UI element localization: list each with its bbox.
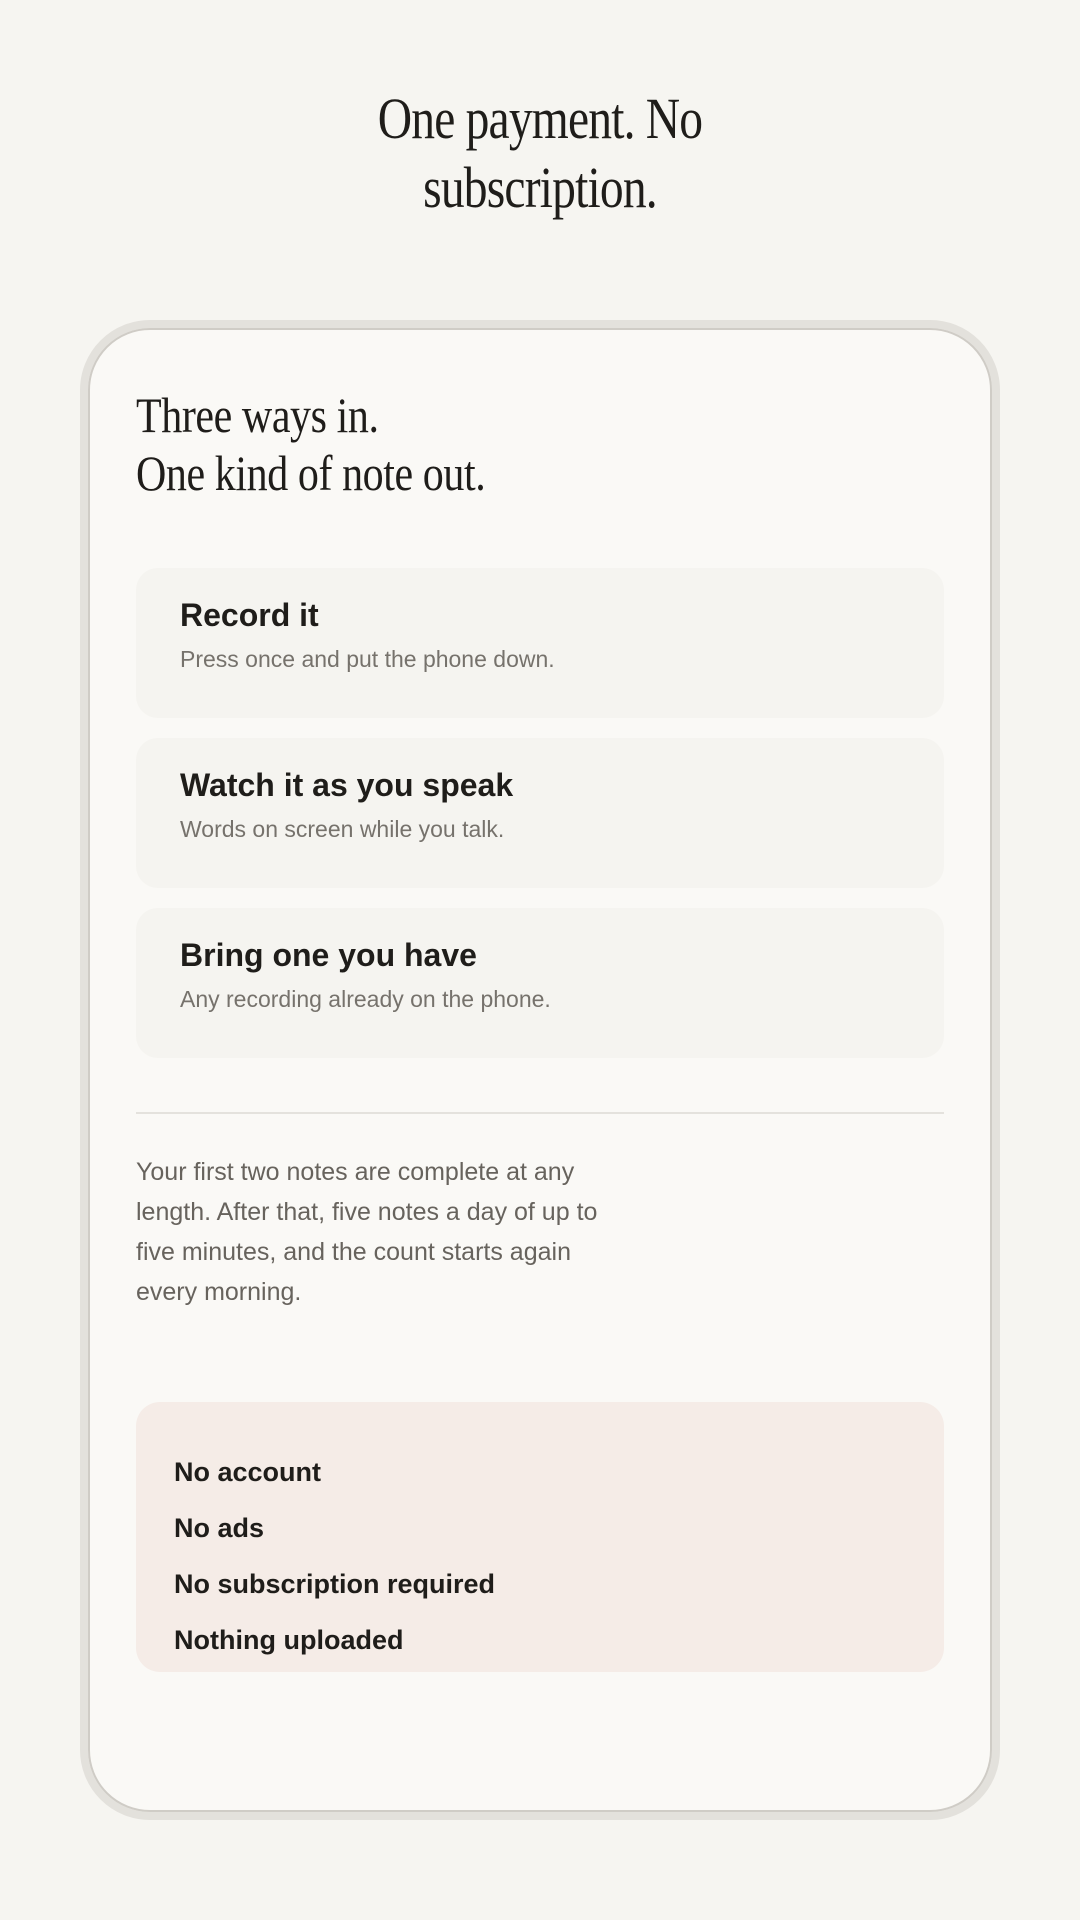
- option-description: Press once and put the phone down.: [180, 646, 555, 672]
- option-description: Words on screen while you talk.: [180, 816, 505, 842]
- headline-line-2: subscription.: [423, 155, 657, 220]
- perk-nothing-uploaded: Nothing uploaded: [174, 1625, 404, 1655]
- phone-screen: [88, 328, 992, 1812]
- card-title-line-1: Three ways in.: [136, 387, 379, 443]
- headline: [376, 84, 704, 222]
- perks-box: [136, 1402, 944, 1672]
- card-title: [136, 386, 485, 502]
- phone-frame: [80, 320, 1000, 1820]
- free-tier-info: Your first two notes are complete at any length. After that, five notes a day of up to five minutes, and the count starts again every morning.: [136, 1158, 598, 1306]
- headline-line-1: One payment. No: [377, 86, 703, 151]
- perk-no-subscription: No subscription required: [174, 1569, 496, 1599]
- perk-no-ads: No ads: [174, 1513, 265, 1543]
- perk-no-account: No account: [174, 1457, 322, 1487]
- option-record[interactable]: [136, 568, 944, 718]
- divider: [136, 1112, 944, 1114]
- option-title: Bring one you have: [180, 937, 477, 973]
- option-live-transcribe[interactable]: [136, 738, 944, 888]
- option-description: Any recording already on the phone.: [180, 986, 551, 1012]
- option-import[interactable]: [136, 908, 944, 1058]
- card-title-line-2: One kind of note out.: [136, 445, 486, 501]
- option-title: Watch it as you speak: [180, 767, 514, 803]
- option-title: Record it: [180, 597, 319, 633]
